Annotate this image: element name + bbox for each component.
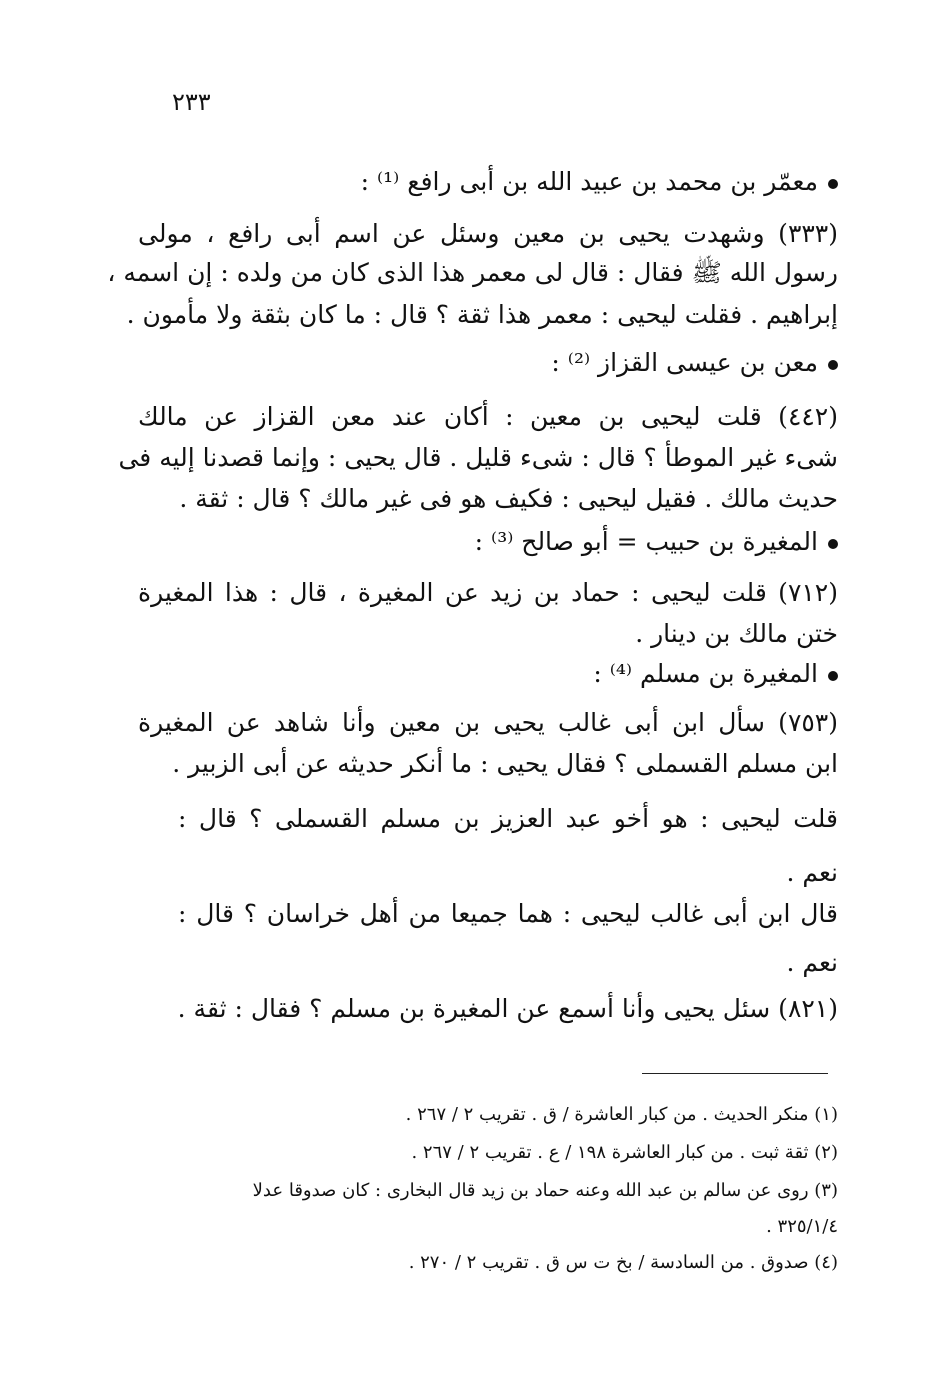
entry-heading: المغيرة بن حبيب = أبو صالح ⁽³⁾ : bbox=[138, 523, 838, 561]
text-line: حديث مالك . فقيل ليحيى : فكيف هو فى غير مالك ؟ قال : ثقة . bbox=[179, 484, 838, 513]
text-line: (٧١٢) قلت ليحيى : حماد بن زيد عن المغيرة ، قال : هذا المغيرة bbox=[138, 578, 838, 607]
text-line: ابن مسلم القسملى ؟ فقال يحيى : ما أنكر حديثه عن أبى الزبير . bbox=[172, 749, 838, 778]
bullet-icon bbox=[828, 179, 838, 189]
bullet-icon bbox=[828, 671, 838, 681]
footnote: (٤) صدوق . من السادسة / بخ ت س ق . تقريب ٢ / ٢٧٠ . bbox=[408, 1252, 838, 1273]
entry-heading: معمّر بن محمد بن عبيد الله بن أبى رافع ⁽¹⁾ : bbox=[138, 163, 838, 201]
text-line: نعم . bbox=[786, 948, 838, 977]
footnote: (١) منكر الحديث . من كبار العاشرة / ق . تقريب ٢ / ٢٦٧ . bbox=[405, 1104, 838, 1125]
bullet-icon bbox=[828, 539, 838, 549]
footnote: (٢) ثقة ثبت . من كبار العاشرة ١٩٨ / ع . تقريب ٢ / ٢٦٧ . bbox=[411, 1142, 838, 1163]
text-line: شىء غير الموطأ ؟ قال : شىء قليل . قال يحيى : وإنما قصدنا إليه فى bbox=[118, 443, 838, 472]
text-line: إبراهيم . فقلت ليحيى : معمر هذا ثقة ؟ قال : ما كان بثقة ولا مأمون . bbox=[126, 300, 838, 329]
text-line: (٤٤٢) قلت ليحيى بن معين : أكان عند معن القزاز عن مالك bbox=[138, 402, 838, 431]
text-line: ختن مالك بن دينار . bbox=[635, 619, 838, 648]
text-line: رسول الله ﷺ فقال : قال لى معمر هذا الذى كان من ولده : إن اسمه ، bbox=[107, 258, 838, 287]
footnote-continuation: ٣٢٥/١/٤ . bbox=[766, 1216, 838, 1237]
footnote: (٣) روى عن سالم بن عبد الله وعنه حماد بن زيد قال البخارى : كان صدوقا عدلا bbox=[252, 1180, 838, 1201]
text-line: (٧٥٣) سأل ابن أبى غالب يحيى بن معين وأنا شاهد عن المغيرة bbox=[138, 708, 838, 737]
bullet-icon bbox=[828, 360, 838, 370]
text-line: قال ابن أبى غالب ليحيى : هما جميعا من أهل خراسان ؟ قال : bbox=[178, 899, 838, 928]
text-line: قلت ليحيى : هو أخو عبد العزيز بن مسلم القسملى ؟ قال : bbox=[178, 804, 838, 833]
text-line: (٣٣٣) وشهدت يحيى بن معين وسئل عن اسم أبى رافع ، مولى bbox=[138, 219, 838, 248]
entry-heading: معن بن عيسى القزاز ⁽²⁾ : bbox=[138, 344, 838, 382]
entry-heading: المغيرة بن مسلم ⁽⁴⁾ : bbox=[138, 655, 838, 693]
text-line: (٨٢١) سئل يحيى وأنا أسمع عن المغيرة بن مسلم ؟ فقال : ثقة . bbox=[177, 994, 838, 1023]
page-number: ٢٣٣ bbox=[172, 88, 211, 116]
footnote-separator bbox=[642, 1073, 828, 1074]
text-line: نعم . bbox=[786, 858, 838, 887]
